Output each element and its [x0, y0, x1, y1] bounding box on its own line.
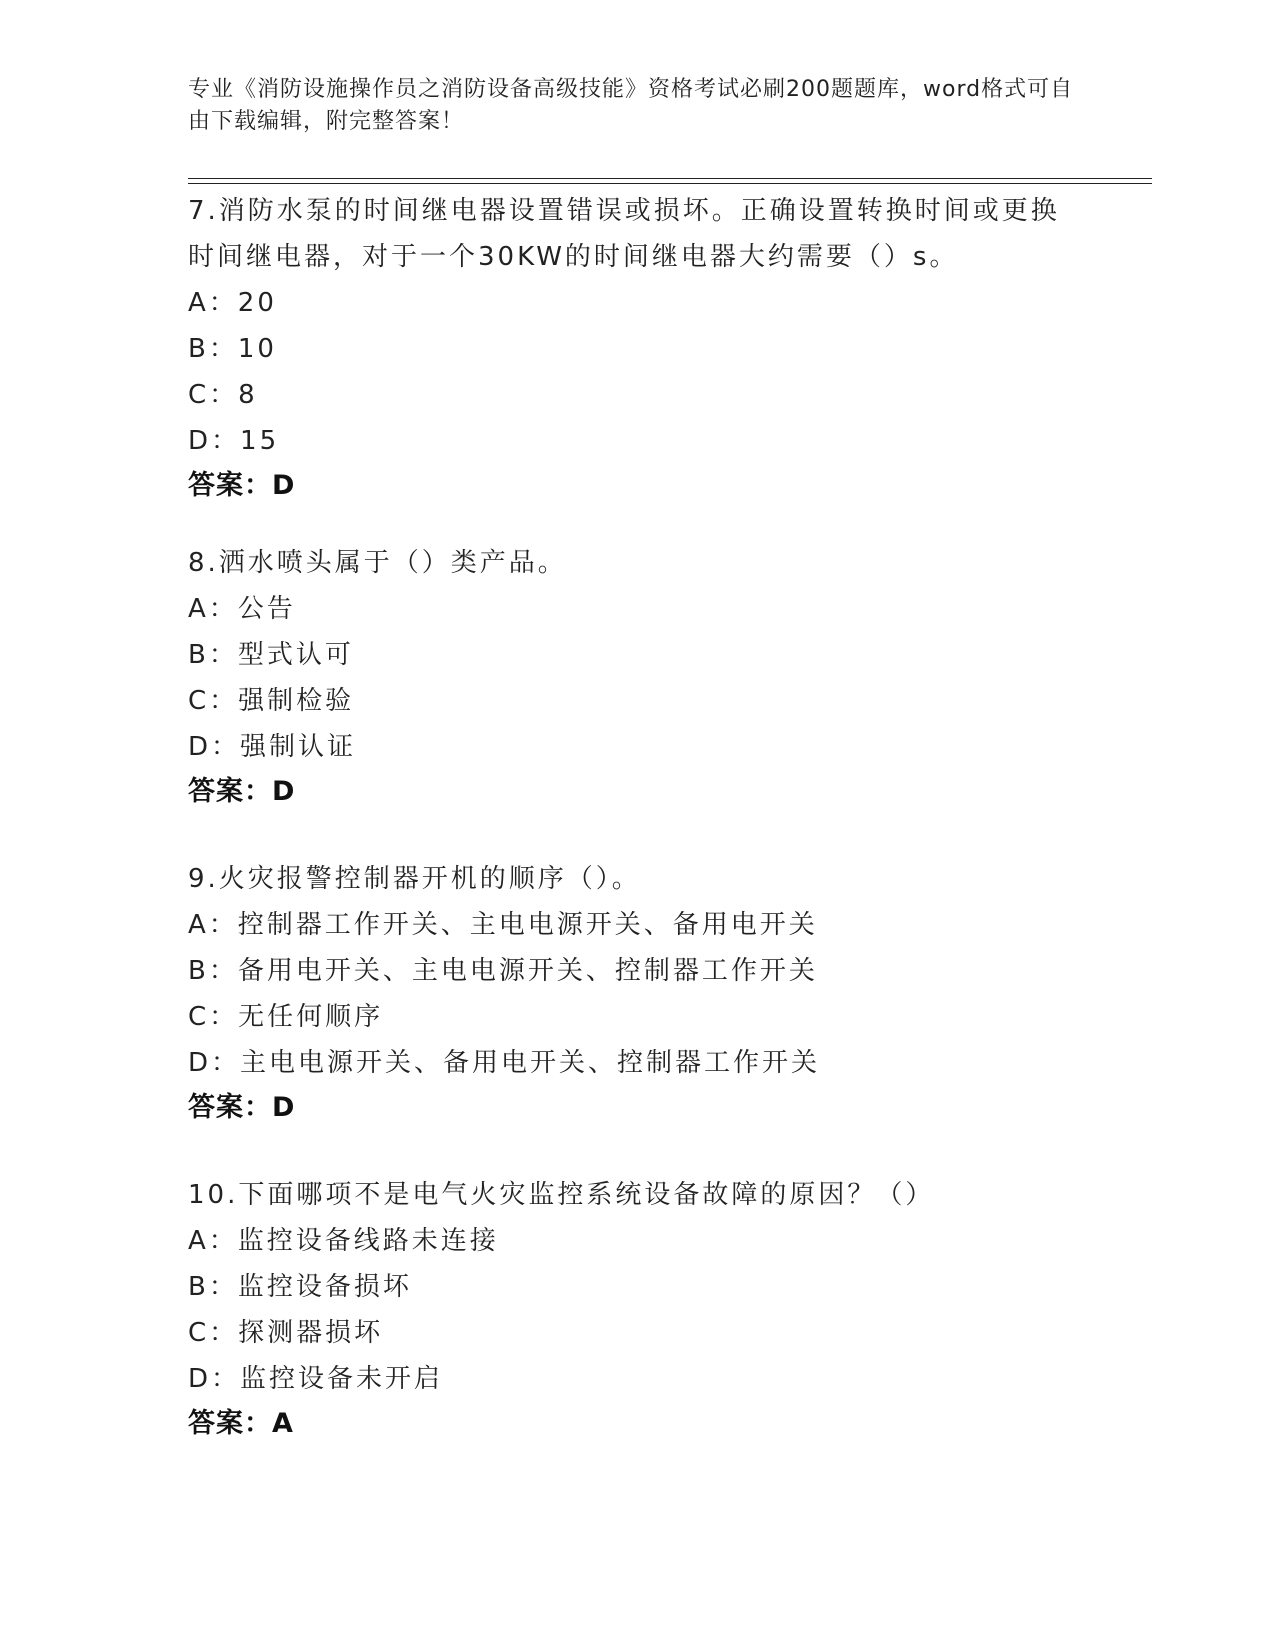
question-stem: 9.火灾报警控制器开机的顺序（）。 — [188, 864, 641, 894]
option-a: A：监控设备线路未连接 — [188, 1226, 499, 1256]
option-d: D：监控设备未开启 — [188, 1364, 444, 1394]
question-stem: 8.洒水喷头属于（）类产品。 — [188, 548, 567, 578]
question-10 — [188, 1172, 1088, 1446]
option-a: A：控制器工作开关、主电电源开关、备用电开关 — [188, 910, 818, 940]
option-b: B：10 — [188, 334, 277, 364]
option-c: C：强制检验 — [188, 686, 355, 716]
question-stem: 7.消防水泵的时间继电器设置错误或损坏。正确设置转换时间或更换时间继电器，对于一个30KW的时间继电器大约需要（）s。 — [188, 196, 1060, 272]
option-a: A：20 — [188, 288, 277, 318]
question-7 — [188, 188, 1088, 508]
question-stem: 10.下面哪项不是电气火灾监控系统设备故障的原因？（） — [188, 1180, 935, 1210]
question-8 — [188, 540, 1088, 814]
option-c: C：无任何顺序 — [188, 1002, 384, 1032]
header-divider-bottom — [188, 183, 1152, 184]
document-header: 专业《消防设施操作员之消防设备高级技能》资格考试必刷200题题库，word格式可自由下载编辑，附完整答案！ — [188, 77, 1074, 134]
question-9 — [188, 856, 1088, 1130]
option-b: B：型式认可 — [188, 640, 354, 670]
option-c: C：探测器损坏 — [188, 1318, 384, 1348]
header-divider-top — [188, 178, 1152, 179]
answer-line: 答案：D — [188, 470, 296, 501]
answer-line: 答案：D — [188, 1092, 296, 1123]
option-d: D：主电电源开关、备用电开关、控制器工作开关 — [188, 1048, 821, 1078]
answer-line: 答案：D — [188, 776, 296, 807]
option-d: D：15 — [188, 426, 280, 456]
option-d: D：强制认证 — [188, 732, 357, 762]
option-b: B：备用电开关、主电电源开关、控制器工作开关 — [188, 956, 818, 986]
option-b: B：监控设备损坏 — [188, 1272, 412, 1302]
option-c: C：8 — [188, 380, 258, 410]
answer-line: 答案：A — [188, 1408, 294, 1439]
option-a: A：公告 — [188, 594, 296, 624]
